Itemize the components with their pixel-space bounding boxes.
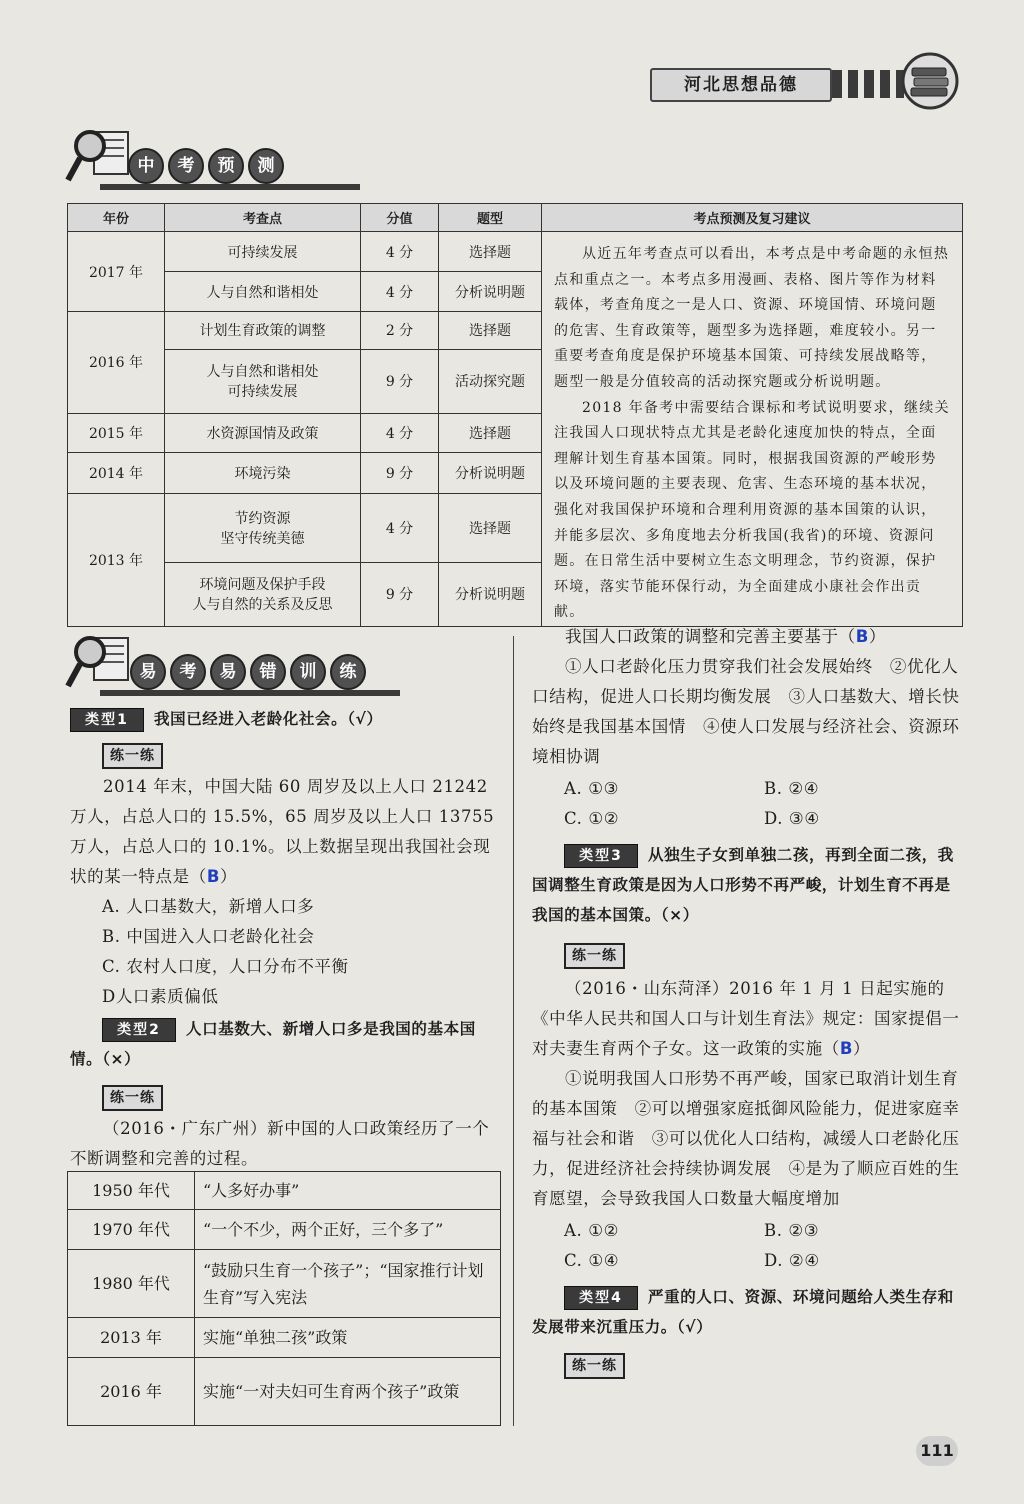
title-char: 错 — [250, 654, 286, 690]
point-cell: 环境污染 — [165, 452, 361, 493]
header-decoration — [832, 70, 904, 98]
answer: B — [855, 627, 869, 646]
header-advice: 考点预测及复习建议 — [542, 204, 963, 232]
practice-label: 练一练 — [102, 1085, 163, 1111]
score-cell: 4 分 — [361, 272, 439, 312]
title-char: 练 — [330, 654, 366, 690]
type2-mark: （×） — [102, 1050, 141, 1068]
option: D. ③④ — [764, 809, 820, 828]
question-body: ①说明我国人口形势不再严峻，国家已取消计划生育的基本国策 ②可以增强家庭抵御风险能力，促进家庭幸福与社会和谐 ③可以优化人口结构，减缓人口老龄化压力，促进经济社会持续协调发展 ④是为了顺应百姓的生育愿望，会导致我国人口数量大幅度增加 — [532, 1069, 960, 1208]
type1-mark: （√） — [347, 710, 383, 728]
point-line: 人与自然的关系及反思 — [192, 597, 333, 614]
point-line: 节约资源 — [234, 510, 291, 527]
practice-label: 练一练 — [564, 1353, 625, 1379]
bracket: ） — [868, 627, 886, 646]
exam-forecast-table — [67, 203, 963, 627]
option: A. 人口基数大，新增人口多 — [102, 897, 315, 916]
banner-underline — [100, 184, 360, 190]
year-cell: 2016 年 — [68, 312, 165, 414]
policy-cell: “鼓励只生育一个孩子”；“国家推行计划生育”写入宪法 — [195, 1250, 501, 1318]
type3-mark: （×） — [660, 906, 699, 924]
type-tag: 类型2 — [102, 1018, 176, 1042]
banner-underline — [100, 690, 400, 696]
magnifier-books-icon — [64, 126, 138, 186]
point-cell: 可持续发展 — [165, 232, 361, 272]
title-char: 考 — [168, 148, 204, 184]
type-tag: 类型1 — [70, 708, 144, 732]
type-cell: 分析说明题 — [439, 272, 542, 312]
type-cell: 选择题 — [439, 232, 542, 272]
point-cell — [165, 562, 361, 626]
option: C. 农村人口度，人口分布不平衡 — [102, 957, 349, 976]
score-cell: 4 分 — [361, 493, 439, 562]
point-cell — [165, 493, 361, 562]
header-year: 年份 — [68, 204, 165, 232]
answer: B — [206, 867, 220, 886]
table-row — [68, 1172, 501, 1210]
bracket: ） — [220, 867, 238, 886]
score-cell: 2 分 — [361, 312, 439, 350]
type3-statement: 从独生子女到单独二孩，再到全面二孩，我国调整生育政策是因为人口形势不再严峻，计划生育不再是我国的基本国策。 — [532, 846, 954, 924]
magnifier-books-icon — [64, 632, 138, 692]
header-point: 考查点 — [165, 204, 361, 232]
policy-cell: “一个不少，两个正好，三个多了” — [195, 1210, 501, 1250]
year-cell: 1950 年代 — [68, 1172, 195, 1210]
year-cell: 2017 年 — [68, 232, 165, 312]
policy-cell: 实施“单独二孩”政策 — [195, 1318, 501, 1358]
table-row — [68, 1250, 501, 1318]
point-cell: 计划生育政策的调整 — [165, 312, 361, 350]
practice-label: 练一练 — [564, 943, 625, 969]
point-line: 可持续发展 — [227, 384, 298, 401]
type-cell: 活动探究题 — [439, 349, 542, 413]
header-type: 题型 — [439, 204, 542, 232]
title-char: 考 — [170, 654, 206, 690]
table-row — [68, 1318, 501, 1358]
section-title-practice — [130, 654, 366, 690]
year-cell: 2013 年 — [68, 493, 165, 626]
question-text: （2016・广东广州）新中国的人口政策经历了一个不断调整和完善的过程。 — [70, 1119, 490, 1168]
section-title-forecast — [128, 148, 284, 184]
answer: B — [839, 1039, 853, 1058]
header-score: 分值 — [361, 204, 439, 232]
year-cell: 2014 年 — [68, 452, 165, 493]
point-line: 坚守传统美德 — [220, 530, 305, 547]
score-cell: 9 分 — [361, 562, 439, 626]
type-cell: 分析说明题 — [439, 562, 542, 626]
column-divider — [513, 636, 514, 1426]
type4-statement: 严重的人口、资源、环境问题给人类生存和发展带来沉重压力。 — [532, 1288, 954, 1336]
score-cell: 4 分 — [361, 232, 439, 272]
book-title-tag: 河北思想品德 — [650, 68, 832, 102]
option: D. ②④ — [764, 1251, 820, 1270]
table-row — [68, 1210, 501, 1250]
score-cell: 9 分 — [361, 452, 439, 493]
practice-label: 练一练 — [102, 743, 163, 769]
point-line: 人与自然和谐相处 — [206, 364, 319, 381]
title-char: 预 — [208, 148, 244, 184]
year-cell: 1970 年代 — [68, 1210, 195, 1250]
advice-cell — [542, 232, 963, 627]
type-cell: 分析说明题 — [439, 452, 542, 493]
option: B. 中国进入人口老龄化社会 — [102, 927, 315, 946]
year-cell: 1980 年代 — [68, 1250, 195, 1318]
option: B. ②③ — [764, 1221, 820, 1240]
advice-paragraph: 2018 年备考中需要结合课标和考试说明要求，继续关注我国人口现状特点尤其是老龄化速度加快的特点，全面理解计划生育基本国策。同时，根据我国资源的严峻形势以及环境问题的主要表现、危害、生态环境的基本状况，强化对我国保护环境和合理利用资源的基本国策的认识，并能多层次、多角度地去分析我国(我省)的环境、资源问题。在日常生活中要树立生态文明理念，节约资源，保护环境，落实节能环保行动，为全面建成小康社会作出贡献。 — [554, 399, 950, 621]
table-row — [68, 1358, 501, 1426]
option: D人口素质偏低 — [102, 987, 219, 1006]
type-cell: 选择题 — [439, 312, 542, 350]
year-cell: 2015 年 — [68, 413, 165, 452]
type1-statement: 我国已经进入老龄化社会。 — [154, 710, 348, 728]
books-icon — [900, 52, 960, 110]
option: B. ②④ — [764, 779, 820, 798]
option: C. ①② — [564, 809, 620, 828]
question-text: 2014 年末，中国大陆 60 周岁及以上人口 21242 万人，占总人口的 15.5%，65 周岁及以上人口 13755 万人，占总人口的 10.1%。以上数据呈现出我国社会现状的某一特点是（ — [70, 777, 495, 886]
type-tag: 类型3 — [564, 844, 638, 868]
option: A. ①② — [564, 1221, 619, 1240]
policy-cell: 实施“一对夫妇可生育两个孩子”政策 — [195, 1358, 501, 1426]
score-cell: 4 分 — [361, 413, 439, 452]
type2-statement: 人口基数大、新增人口多是我国的基本国情。 — [70, 1020, 476, 1068]
type-cell: 选择题 — [439, 493, 542, 562]
table-header-row — [68, 204, 963, 232]
option: A. ①③ — [564, 779, 619, 798]
point-line: 环境问题及保护手段 — [199, 577, 326, 594]
policy-cell: “人多好办事” — [195, 1172, 501, 1210]
title-char: 中 — [128, 148, 164, 184]
type-cell: 选择题 — [439, 413, 542, 452]
advice-paragraph: 从近五年考查点可以看出，本考点是中考命题的永恒热点和重点之一。本考点多用漫画、表格、图片等作为材料载体，考查角度之一是人口、资源、环境国情、环境问题的危害、生育政策等，题型多为选择题，难度较小。另一重要考查角度是保护环境基本国策、可持续发展战略等，题型一般是分值较高的活动探究题或分析说明题。 — [554, 246, 950, 390]
option: C. ①④ — [564, 1251, 620, 1270]
title-char: 训 — [290, 654, 326, 690]
title-char: 测 — [248, 148, 284, 184]
type-tag: 类型4 — [564, 1286, 638, 1310]
score-cell: 9 分 — [361, 349, 439, 413]
year-cell: 2016 年 — [68, 1358, 195, 1426]
left-column — [70, 704, 504, 1174]
title-char: 易 — [210, 654, 246, 690]
type4-mark: （√） — [676, 1318, 713, 1336]
population-policy-table — [67, 1171, 501, 1426]
question-text: （2016・山东菏泽）2016 年 1 月 1 日起实施的《中华人民共和国人口与计划生育法》规定：国家提倡一对夫妻生育两个子女。这一政策的实施（ — [532, 979, 960, 1058]
title-char: 易 — [130, 654, 166, 690]
point-cell: 人与自然和谐相处 — [165, 272, 361, 312]
point-cell: 水资源国情及政策 — [165, 413, 361, 452]
question-body: ①人口老龄化压力贯穿我们社会发展始终 ②优化人口结构，促进人口长期均衡发展 ③人口基数大、增长快始终是我国基本国情 ④使人口发展与经济社会、资源环境相协调 — [532, 657, 960, 766]
bracket: ） — [853, 1039, 871, 1058]
question-stem: 我国人口政策的调整和完善主要基于（ — [565, 627, 856, 646]
table-row — [68, 232, 963, 272]
right-column — [532, 622, 964, 1380]
year-cell: 2013 年 — [68, 1318, 195, 1358]
point-cell — [165, 349, 361, 413]
page-number: 111 — [916, 1436, 958, 1466]
